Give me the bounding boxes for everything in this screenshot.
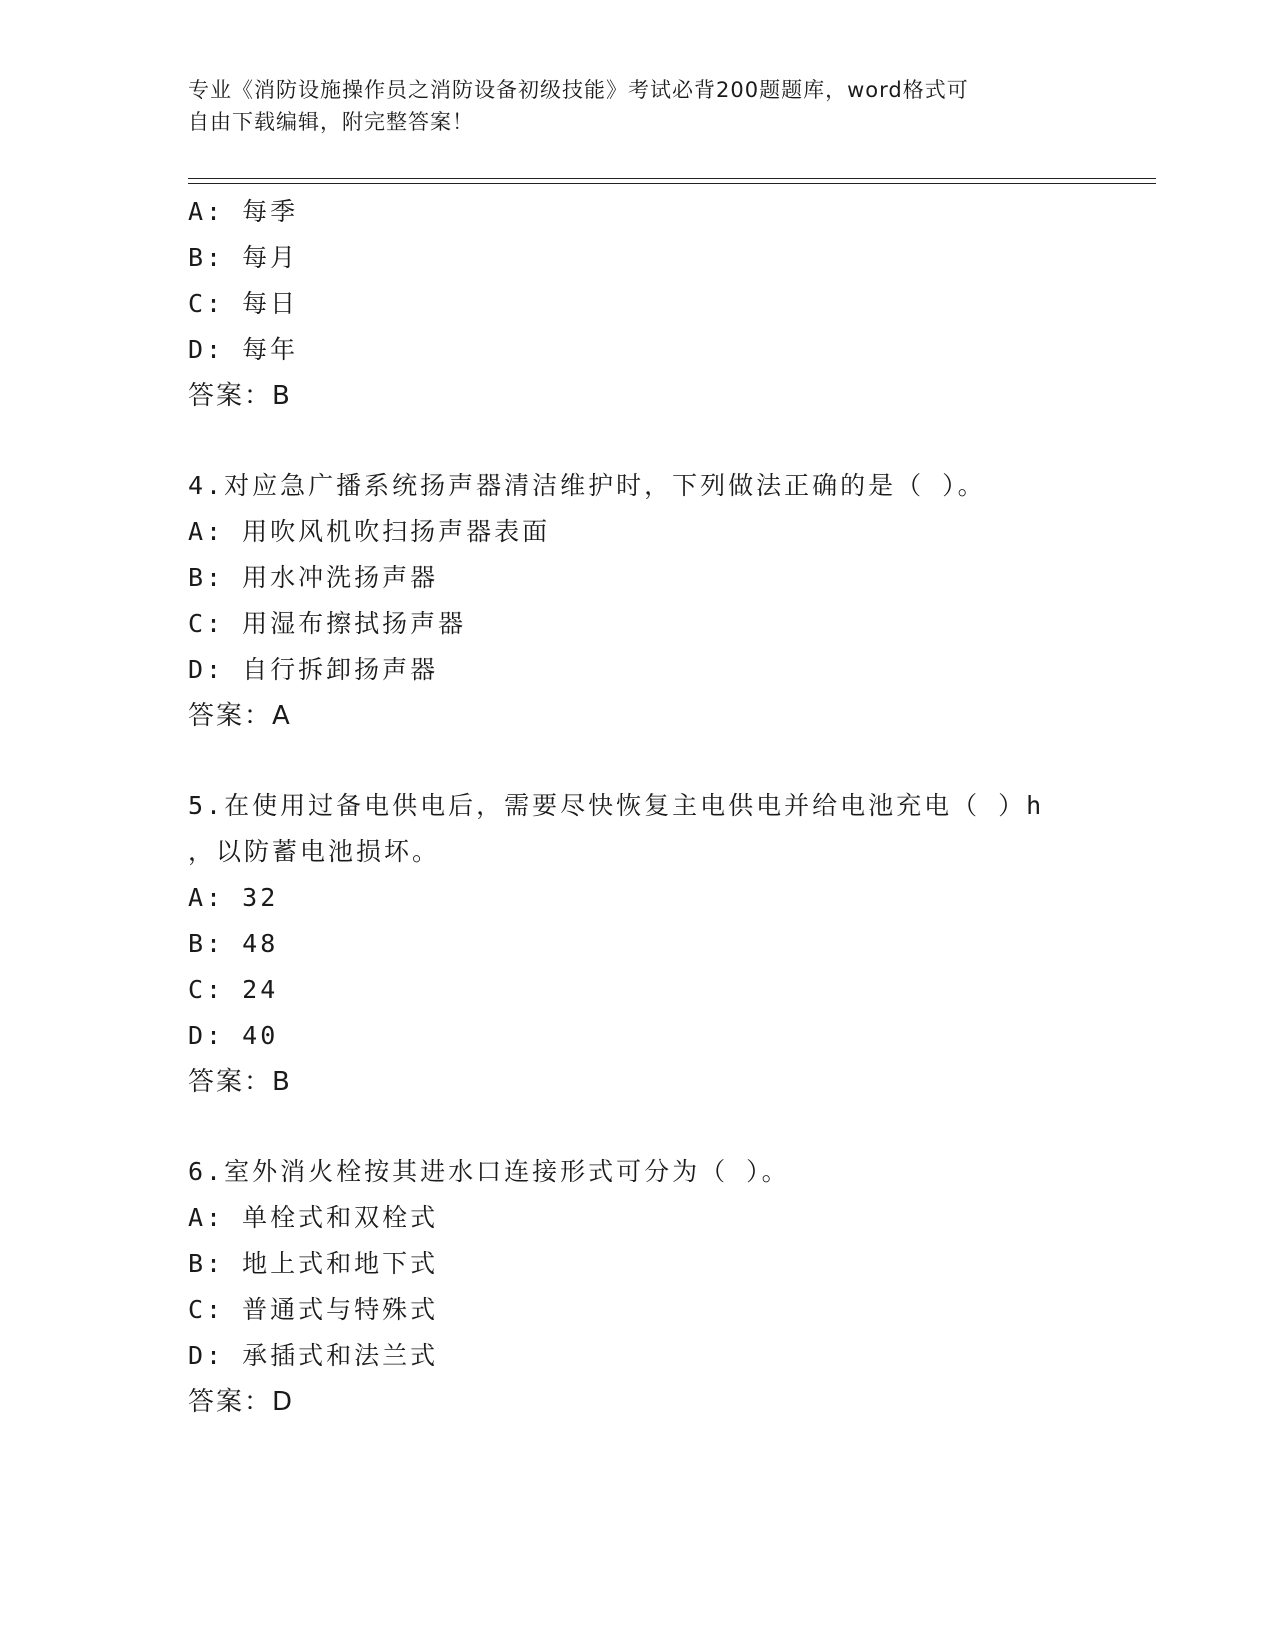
question-5 [188,783,1128,1105]
answer-label: 答案： [188,1067,273,1097]
option-c: C: 普通式与特殊式 [188,1295,439,1324]
option-b: B: 每月 [188,243,299,272]
answer-value: B [272,381,291,411]
header-line-1: 专业《消防设施操作员之消防设备初级技能》考试必背200题题库，word格式可 [188,78,969,102]
header-divider-bottom [188,183,1156,184]
option-a: A: 单栓式和双栓式 [188,1203,439,1232]
option-d: D: 承插式和法兰式 [188,1341,439,1370]
document-header [188,74,1088,138]
question-6 [188,1149,1128,1425]
option-b: B: 地上式和地下式 [188,1249,439,1278]
answer-label: 答案： [188,701,273,731]
option-d: D: 每年 [188,335,299,364]
question-text: 6.室外消火栓按其进水口连接形式可分为（ ）。 [188,1157,790,1186]
option-a: A: 32 [188,883,279,912]
answer-value: A [272,701,291,731]
question-text: 4.对应急广播系统扬声器清洁维护时，下列做法正确的是（ ）。 [188,471,986,500]
option-a: A: 用吹风机吹扫扬声器表面 [188,517,551,546]
question-3 [188,189,1128,419]
question-list [188,189,1128,1425]
question-4 [188,463,1128,739]
option-b: B: 用水冲洗扬声器 [188,563,439,592]
option-c: C: 用湿布擦拭扬声器 [188,609,467,638]
option-d: D: 40 [188,1021,279,1050]
answer-value: B [272,1067,291,1097]
answer-row [188,373,1128,419]
option-c: C: 24 [188,975,279,1004]
answer-label: 答案： [188,1387,273,1417]
answer-label: 答案： [188,381,273,411]
question-text-line-1: 5.在使用过备电供电后，需要尽快恢复主电供电并给电池充电（ ）h [188,791,1045,820]
answer-row [188,693,1128,739]
option-a: A: 每季 [188,197,299,226]
header-divider-top [188,178,1156,179]
answer-row [188,1059,1128,1105]
answer-value: D [272,1387,294,1417]
option-c: C: 每日 [188,289,299,318]
header-line-2: 自由下载编辑，附完整答案！ [188,110,474,134]
answer-row [188,1379,1128,1425]
option-d: D: 自行拆卸扬声器 [188,655,439,684]
question-text-line-2: ，以防蓄电池损坏。 [188,837,441,866]
option-b: B: 48 [188,929,279,958]
